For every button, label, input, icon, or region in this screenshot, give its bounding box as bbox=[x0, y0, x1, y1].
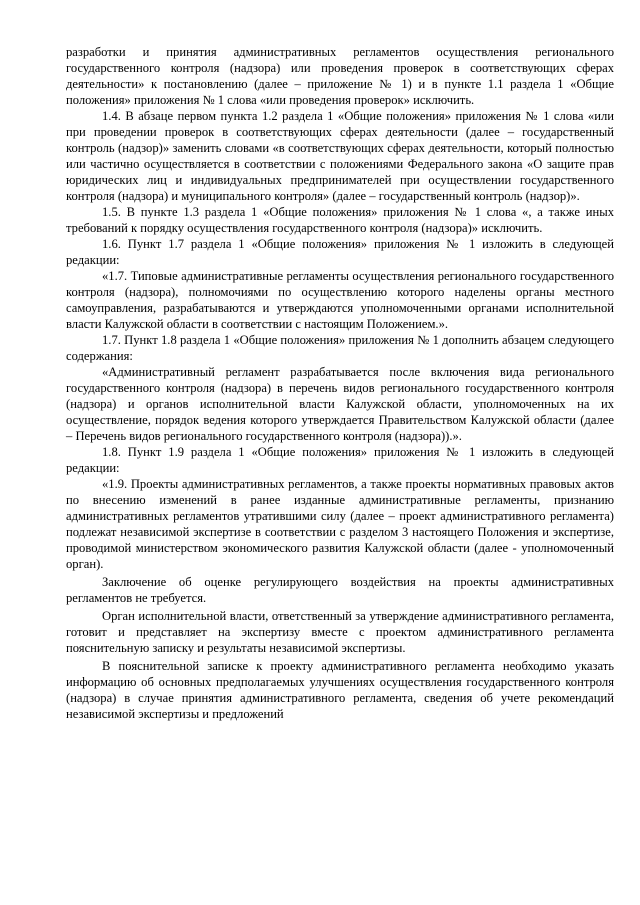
document-page bbox=[66, 44, 614, 722]
quoted-paragraph-administrative-regulation: «Административный регламент разрабатывается после включения вида регионального государственного контроля (надзора) в перечень видов регионального государственного контроля (надзора) и органов исполнительной власти Калужской области, уполномоченных на их осуществление, порядок ведения которого утверждается Правительством Калужской области (далее – Перечень видов регионального государственного контроля (надзора)).». bbox=[66, 365, 614, 443]
paragraph-conclusion: Заключение об оценке регулирующего воздействия на проекты административных регламентов не требуется. bbox=[66, 575, 614, 605]
quoted-paragraph-1-9: «1.9. Проекты административных регламентов, а также проекты нормативных правовых актов по внесению изменений в ранее изданные административные регламенты, признанию административных регламентов утратившими силу (далее – проект административного регламента) подлежат независимой экспертизе в соответствии с разделом 3 настоящего Положения и экспертизе, проводимой министерством экономического развития Калужской области (далее - уполномоченный орган). bbox=[66, 477, 614, 571]
paragraph-1-8: 1.8. Пункт 1.9 раздела 1 «Общие положения» приложения № 1 изложить в следующей редакции: bbox=[66, 445, 614, 475]
paragraph-1-6: 1.6. Пункт 1.7 раздела 1 «Общие положения» приложения № 1 изложить в следующей редакции: bbox=[66, 237, 614, 267]
paragraph-1-7: 1.7. Пункт 1.8 раздела 1 «Общие положения» приложения № 1 дополнить абзацем следующего содержания: bbox=[66, 333, 614, 363]
quoted-paragraph-1-7: «1.7. Типовые административные регламенты осуществления регионального государственного контроля (надзора), полномочиями по осуществлению которого наделены органы местного самоуправления, разрабатываются и утверждаются уполномоченными органами исполнительной власти Калужской области в соответствии с настоящим Положением.». bbox=[66, 269, 614, 331]
paragraph-1-5: 1.5. В пункте 1.3 раздела 1 «Общие положения» приложения № 1 слова «, а также иных требований к порядку осуществления государственного контроля (надзора)» исключить. bbox=[66, 205, 614, 235]
paragraph-continuation: разработки и принятия административных регламентов осуществления регионального государственного контроля (надзора) или проведения проверок в соответствующих сферах деятельности» к постановлению (далее – приложение № 1) и в пункте 1.1 раздела 1 «Общие положения» приложения № 1 слова «или проведения проверок» исключить. bbox=[66, 45, 614, 107]
paragraph-1-4: 1.4. В абзаце первом пункта 1.2 раздела 1 «Общие положения» приложения № 1 слова «или при проведении проверок в соответствующих сферах деятельности (далее – государственный контроль (надзор)» заменить словами «в соответствующих сферах деятельности, который полностью или частично осуществляется в соответствии с положениями Федерального закона «О защите прав юридических лиц и индивидуальных предпринимателей при осуществлении государственного контроля (надзора) и муниципального контроля» (далее – государственный контроль (надзор)». bbox=[66, 109, 614, 203]
paragraph-explanatory-note: В пояснительной записке к проекту административного регламента необходимо указать информацию об основных предполагаемых улучшениях осуществления государственного контроля (надзора) в случае принятия административного регламента, сведения об учете рекомендаций независимой экспертизы и предложений bbox=[66, 659, 614, 721]
paragraph-executive-body: Орган исполнительной власти, ответственный за утверждение административного регламента, готовит и представляет на экспертизу вместе с проектом административного регламента пояснительную записку и результаты независимой экспертизы. bbox=[66, 609, 614, 655]
